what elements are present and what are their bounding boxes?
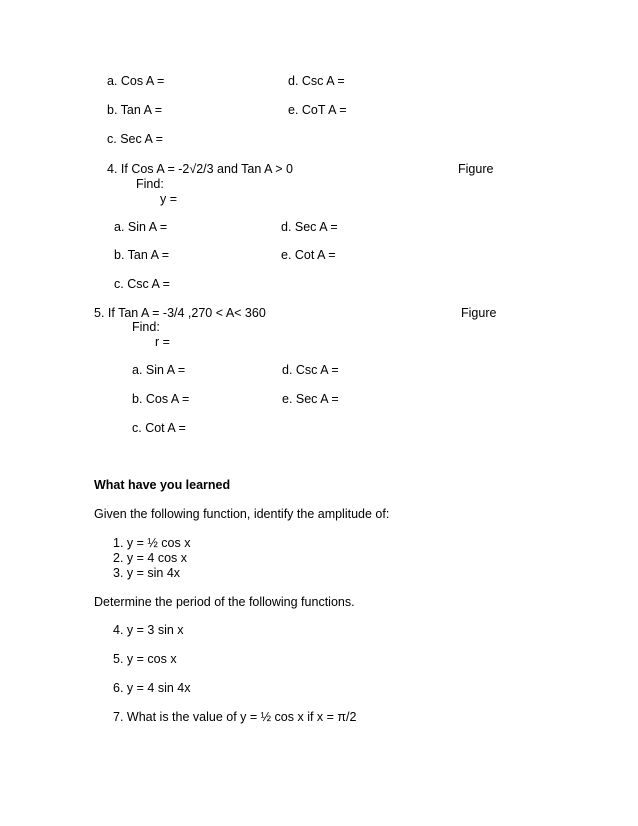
amplitude-instruction: Given the following function, identify the amplitude of:: [94, 507, 390, 521]
period-instruction: Determine the period of the following functions.: [94, 595, 355, 609]
problem-5-item-a: a. Sin A =: [132, 363, 186, 377]
problem-4-statement: 4. If Cos A = -2√2/3 and Tan A > 0: [107, 162, 293, 176]
problem-4-item-c: c. Csc A =: [114, 277, 170, 291]
list-item: 5. y = cos x: [113, 652, 177, 666]
list-item: 2. y = 4 cos x: [113, 551, 187, 565]
problem-5-statement: 5. If Tan A = -3/4 ,270 < A< 360: [94, 306, 266, 320]
problem-4-item-e: e. Cot A =: [281, 248, 336, 262]
problem-5-item-b: b. Cos A =: [132, 392, 190, 406]
item-cos-a: a. Cos A =: [107, 74, 165, 88]
problem-5-figure-label: Figure: [461, 306, 497, 320]
question-7: 7. What is the value of y = ½ cos x if x = π/2: [113, 710, 357, 724]
problem-5-variable: r =: [155, 335, 170, 349]
problem-4-find: Find:: [136, 177, 164, 191]
problem-4-variable: y =: [160, 192, 178, 206]
problem-5-find: Find:: [132, 320, 160, 334]
problem-4-item-d: d. Sec A =: [281, 220, 338, 234]
item-tan-a: b. Tan A =: [107, 103, 163, 117]
list-item: 3. y = sin 4x: [113, 566, 181, 580]
list-item: 4. y = 3 sin x: [113, 623, 184, 637]
problem-5-item-e: e. Sec A =: [282, 392, 339, 406]
problem-4-item-b: b. Tan A =: [114, 248, 170, 262]
problem-5-item-c: c. Cot A =: [132, 421, 186, 435]
item-csc-a: d. Csc A =: [288, 74, 345, 88]
item-cot-a: e. CoT A =: [288, 103, 347, 117]
list-item: 6. y = 4 sin 4x: [113, 681, 191, 695]
problem-5-item-d: d. Csc A =: [282, 363, 339, 377]
list-item: 1. y = ½ cos x: [113, 536, 191, 550]
problem-4-item-a: a. Sin A =: [114, 220, 168, 234]
item-sec-a: c. Sec A =: [107, 132, 163, 146]
problem-4-figure-label: Figure: [458, 162, 494, 176]
section-heading: What have you learned: [94, 478, 231, 492]
